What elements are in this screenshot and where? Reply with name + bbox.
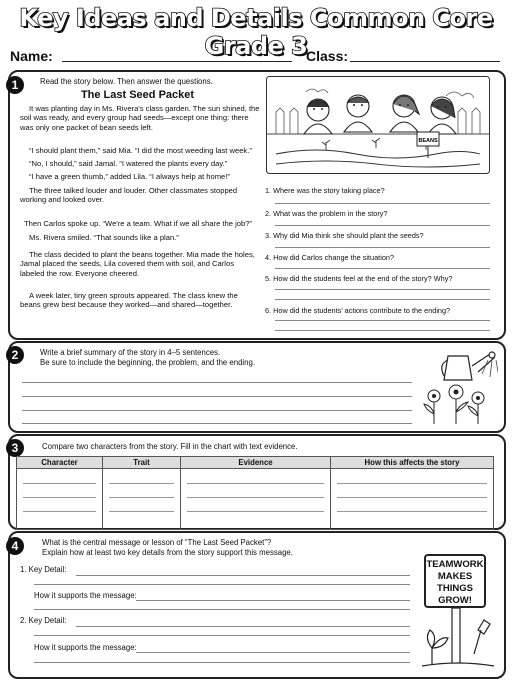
sign-line: MAKES: [437, 571, 473, 582]
section-3-number: 3: [6, 439, 24, 457]
answer-line-2[interactable]: [275, 225, 490, 226]
support-1-line[interactable]: [136, 600, 410, 601]
story-paragraph: It was planting day in Ms. Rivera's class garden. The sun shined, the soil was ready, and every group had seeds—except one thing: there was only one packet of bean seeds left.: [20, 104, 260, 132]
character-chart: [16, 456, 494, 530]
story-paragraph: “No, I should,” said Jamal. “I watered the plants every day.”: [29, 159, 228, 168]
name-label: Name:: [10, 48, 53, 64]
answer-line-5[interactable]: [275, 289, 490, 290]
name-line[interactable]: [62, 61, 292, 62]
answer-line-6b[interactable]: [275, 330, 490, 331]
story-paragraph: The three talked louder and louder. Other classmates stopped working and looked over.: [20, 186, 238, 205]
story-paragraph: Ms. Rivera smiled. “That sounds like a plan.”: [29, 233, 179, 242]
answer-line-3[interactable]: [275, 247, 490, 248]
chart-cell-effect[interactable]: [331, 469, 494, 530]
beans-sign-label: BEANS: [418, 138, 438, 144]
section-3-instructions: Compare two characters from the story. Fill in the chart with text evidence.: [42, 442, 298, 451]
watering-can-flowers-illustration: [418, 346, 498, 426]
key-detail-2-line[interactable]: [34, 635, 410, 636]
class-line[interactable]: [350, 61, 500, 62]
question-1: 1. Where was the story taking place?: [265, 186, 385, 195]
children-planting-illustration: [266, 76, 490, 174]
section-2-number: 2: [6, 346, 24, 364]
key-detail-1-line[interactable]: [76, 575, 410, 576]
column-header-character: Character: [17, 457, 103, 469]
key-detail-1-label: 1. Key Detail:: [20, 565, 67, 574]
support-1-label: How it supports the message:: [34, 591, 137, 600]
key-detail-2-label: 2. Key Detail:: [20, 616, 67, 625]
question-4: 4. How did Carlos change the situation?: [265, 253, 394, 262]
story-title: The Last Seed Packet: [80, 89, 195, 101]
section-4-instructions-2: Explain how at least two key details from the story support this message.: [42, 548, 293, 557]
sign-post-plant-illustration: [418, 608, 498, 672]
answer-line-5b[interactable]: [275, 299, 490, 300]
summary-line[interactable]: [22, 382, 412, 383]
question-2: 2. What was the problem in the story?: [265, 209, 388, 218]
key-detail-1-line[interactable]: [34, 584, 410, 585]
column-header-trait: Trait: [103, 457, 181, 469]
section-2-instructions-2: Be sure to include the beginning, the problem, and the ending.: [40, 358, 256, 367]
summary-line[interactable]: [22, 423, 412, 424]
sign-line: TEAMWORK: [426, 559, 484, 570]
story-paragraph: “I should plant them,” said Mia. “I did the most weeding last week.”: [29, 146, 252, 155]
chart-cell-evidence[interactable]: [181, 469, 331, 530]
question-3: 3. Why did Mia think she should plant the seeds?: [265, 231, 424, 240]
column-header-evidence: Evidence: [181, 457, 331, 469]
answer-line-1[interactable]: [275, 203, 490, 204]
section-2-instructions-1: Write a brief summary of the story in 4–5 sentences.: [40, 348, 221, 357]
summary-line[interactable]: [22, 396, 412, 397]
summary-line[interactable]: [22, 410, 412, 411]
key-detail-2-line[interactable]: [76, 626, 410, 627]
support-2-line[interactable]: [34, 662, 410, 663]
class-label: Class:: [306, 48, 349, 64]
sign-line: GROW!: [438, 595, 472, 606]
story-paragraph: A week later, tiny green sprouts appeared. The class knew the beans grew best because they worked—and shared—together.: [20, 291, 238, 310]
story-paragraph: The class decided to plant the beans together. Mia made the holes, Jamal placed the seeds, Lila covered them with soil, and Carlos labeled the row. Everyone cheered.: [20, 250, 255, 278]
section-4-number: 4: [6, 537, 24, 555]
column-header-effect: How this affects the story: [331, 457, 494, 469]
support-2-label: How it supports the message:: [34, 643, 137, 652]
teamwork-sign: [424, 554, 486, 608]
section-4-instructions-1: What is the central message or lesson of “The Last Seed Packet”?: [42, 538, 272, 547]
support-2-line[interactable]: [136, 652, 410, 653]
answer-line-6[interactable]: [275, 320, 490, 321]
answer-line-4[interactable]: [275, 268, 490, 269]
sign-line: THINGS: [437, 583, 473, 594]
question-5: 5. How did the students feel at the end of the story? Why?: [265, 274, 453, 283]
question-6: 6. How did the students’ actions contribute to the ending?: [265, 306, 451, 315]
section-1-instructions: Read the story below. Then answer the questions.: [40, 77, 213, 86]
section-1-number: 1: [6, 76, 24, 94]
story-paragraph: “I have a green thumb,” added Lila. “I always help at home!”: [29, 172, 230, 181]
support-1-line[interactable]: [34, 609, 410, 610]
chart-cell-trait[interactable]: [103, 469, 181, 530]
chart-cell-character[interactable]: [17, 469, 103, 530]
page-title: Key Ideas and Details Common Core Grade 3: [19, 4, 493, 60]
story-paragraph: Then Carlos spoke up. “We're a team. What if we all share the job?”: [24, 219, 252, 228]
